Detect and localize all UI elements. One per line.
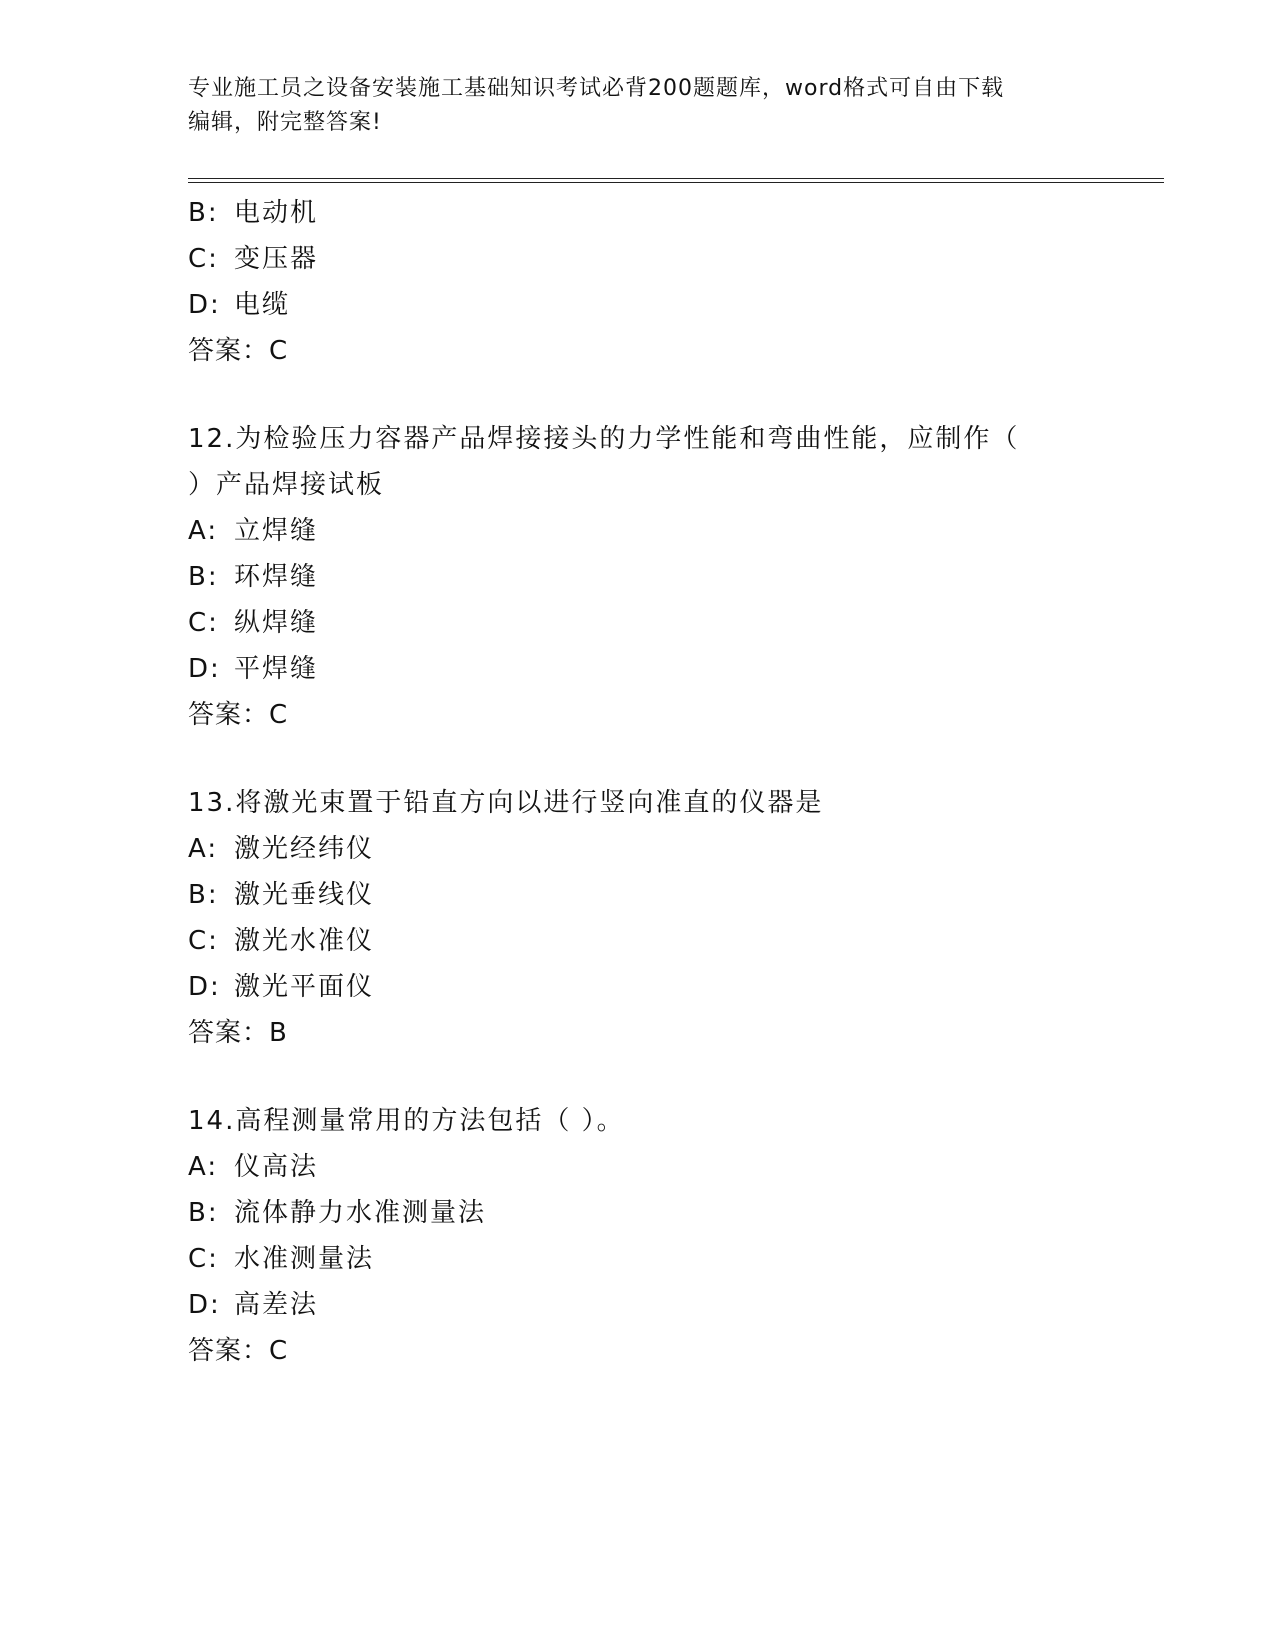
option-text: 电缆 <box>234 290 291 320</box>
option-text: 水准测量法 <box>234 1244 375 1274</box>
header-line-2: 编辑，附完整答案! <box>188 110 382 135</box>
option-b <box>188 872 1148 918</box>
option-label: C: <box>188 926 219 956</box>
option-label: A: <box>188 516 219 546</box>
question-stem-line-1: 14.高程测量常用的方法包括（ ）。 <box>188 1106 625 1136</box>
option-text: 仪高法 <box>234 1152 319 1182</box>
option-a <box>188 1144 1148 1190</box>
answer: 答案：B <box>188 1018 288 1048</box>
answer: 答案：C <box>188 336 289 366</box>
option-text: 激光平面仪 <box>234 972 375 1002</box>
question-12 <box>188 416 1148 738</box>
option-label: C: <box>188 244 219 274</box>
option-text: 激光垂线仪 <box>234 880 375 910</box>
option-text: 激光经纬仪 <box>234 834 375 864</box>
document-body <box>188 190 1148 1374</box>
option-label: D: <box>188 654 221 684</box>
option-label: B: <box>188 1198 219 1228</box>
option-text: 环焊缝 <box>234 562 319 592</box>
option-c <box>188 600 1148 646</box>
option-d <box>188 282 1148 328</box>
option-a <box>188 826 1148 872</box>
option-text: 纵焊缝 <box>234 608 319 638</box>
question-11-partial <box>188 190 1148 374</box>
option-label: D: <box>188 1290 221 1320</box>
option-a <box>188 508 1148 554</box>
answer: 答案：C <box>188 1336 289 1366</box>
option-c <box>188 236 1148 282</box>
option-text: 电动机 <box>234 198 319 228</box>
option-label: D: <box>188 290 221 320</box>
option-label: D: <box>188 972 221 1002</box>
option-text: 激光水准仪 <box>234 926 375 956</box>
header-line-1: 专业施工员之设备安装施工基础知识考试必背200题题库，word格式可自由下载 <box>188 76 1005 101</box>
option-label: B: <box>188 562 219 592</box>
option-label: A: <box>188 834 219 864</box>
option-label: A: <box>188 1152 219 1182</box>
header-double-rule <box>188 178 1164 183</box>
question-13 <box>188 780 1148 1056</box>
option-text: 变压器 <box>234 244 319 274</box>
question-stem-line-1: 12.为检验压力容器产品焊接接头的力学性能和弯曲性能，应制作（ <box>188 424 1020 454</box>
question-14 <box>188 1098 1148 1374</box>
page-header <box>188 72 1088 140</box>
option-b <box>188 554 1148 600</box>
question-stem-line-1: 13.将激光束置于铅直方向以进行竖向准直的仪器是 <box>188 788 824 818</box>
option-text: 流体静力水准测量法 <box>234 1198 487 1228</box>
option-label: C: <box>188 1244 219 1274</box>
answer: 答案：C <box>188 700 289 730</box>
option-d <box>188 646 1148 692</box>
option-label: C: <box>188 608 219 638</box>
option-label: B: <box>188 880 219 910</box>
option-c <box>188 918 1148 964</box>
option-d <box>188 964 1148 1010</box>
option-c <box>188 1236 1148 1282</box>
option-label: B: <box>188 198 219 228</box>
option-b <box>188 190 1148 236</box>
option-b <box>188 1190 1148 1236</box>
option-text: 立焊缝 <box>234 516 319 546</box>
question-stem-line-2: ）产品焊接试板 <box>188 470 385 500</box>
option-text: 平焊缝 <box>234 654 319 684</box>
option-text: 高差法 <box>234 1290 319 1320</box>
option-d <box>188 1282 1148 1328</box>
